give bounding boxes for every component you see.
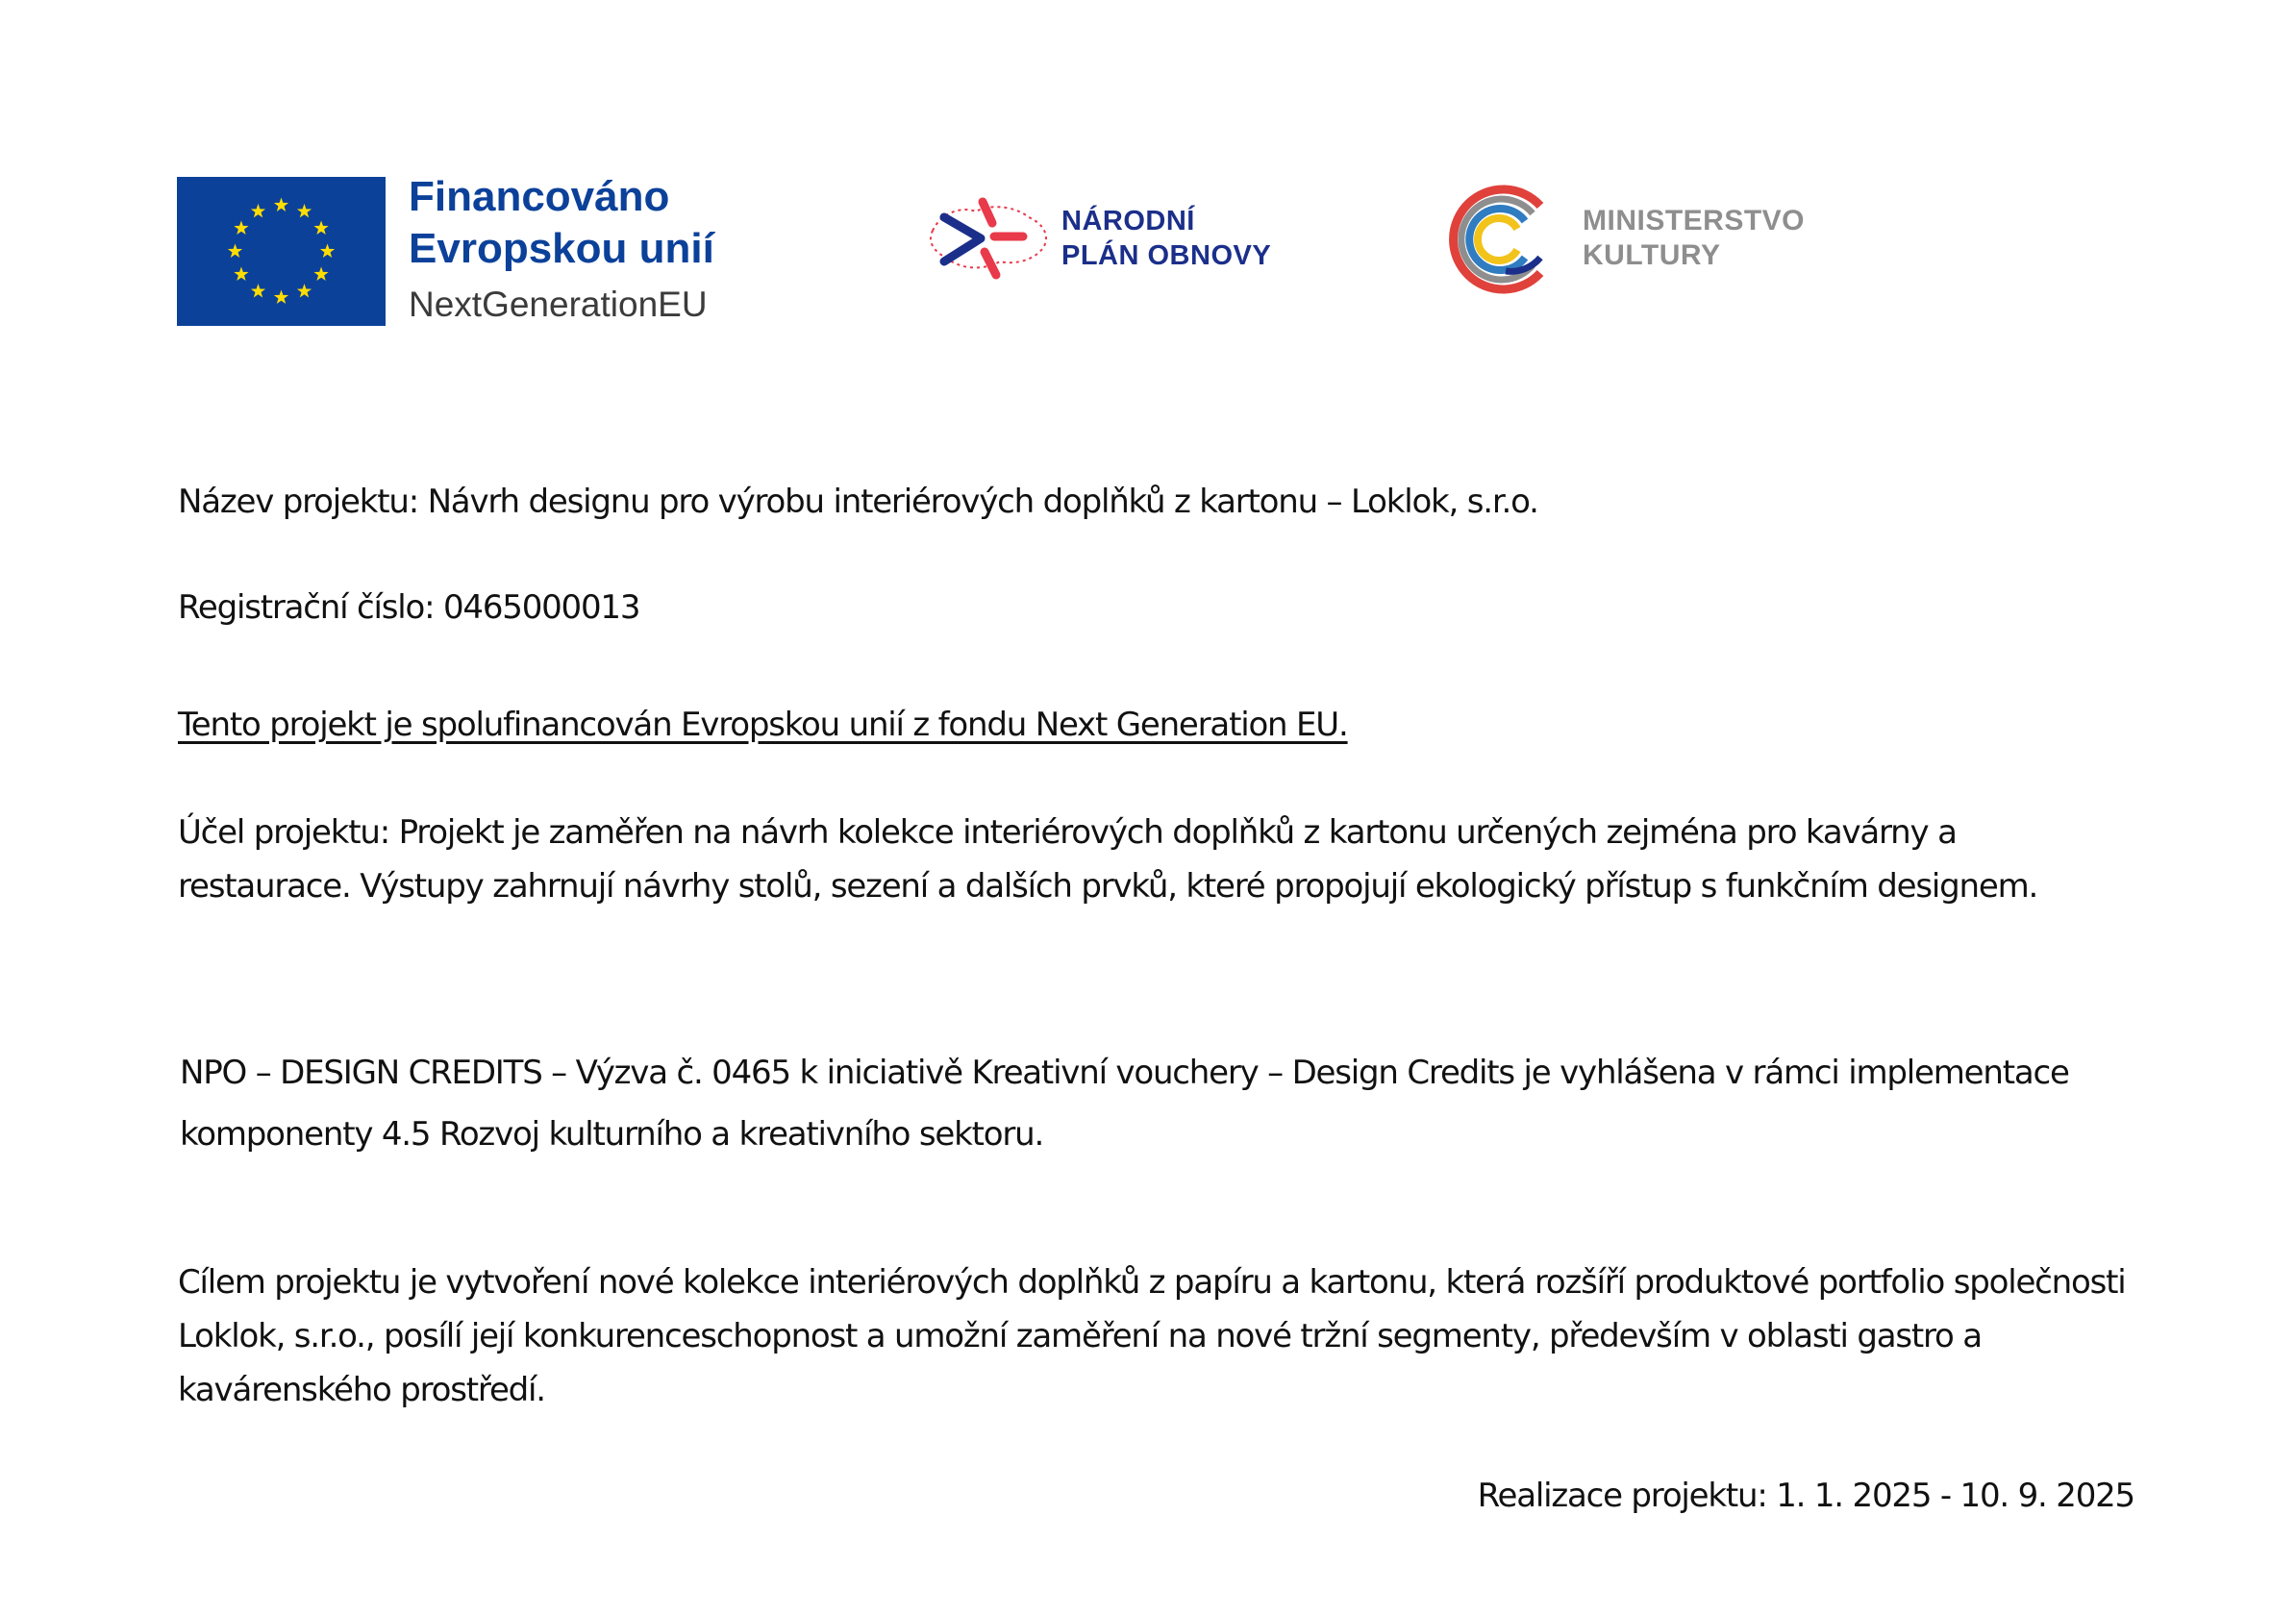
eu-stars-icon (177, 177, 386, 326)
eu-logo-line1: Financováno (409, 173, 670, 220)
eu-star-icon (228, 244, 242, 258)
ministry-logo-line1: MINISTERSTVO (1583, 205, 1806, 236)
eu-star-icon (234, 267, 248, 281)
ministry-logo-text (1583, 204, 1805, 273)
eu-star-icon (251, 204, 265, 217)
eu-star-icon (251, 284, 265, 297)
project-name: Název projektu: Návrh designu pro výrobu interiérových doplňků z kartonu – Loklok, s.r.o. (178, 483, 1538, 521)
eu-star-icon (274, 290, 288, 304)
npo-logo-line2: PLÁN OBNOVY (1061, 240, 1272, 271)
eu-star-icon (313, 221, 328, 235)
ministry-logo-line2: KULTURY (1583, 239, 1721, 271)
call-statement: NPO – DESIGN CREDITS – Výzva č. 0465 k iniciativě Kreativní vouchery – Design Credits je vyhlášena v rámci implementace komponenty 4.5 Rozvoj kulturního a kreativního sektoru. (180, 1054, 2069, 1154)
eu-flag-logo (177, 177, 386, 326)
eu-star-icon (297, 204, 312, 217)
npo-logo-icon (923, 185, 1053, 286)
eu-star-icon (320, 244, 335, 258)
project-purpose: Účel projektu: Projekt je zaměřen na návrh kolekce interiérových doplňků z kartonu určených zejména pro kavárny a restaurace. Výstupy zahrnují návrhy stolů, sezení a dalších prvků, které propojují ekologický přístup s funkčním designem. (178, 813, 2038, 906)
realization-dates: Realizace projektu: 1. 1. 2025 - 10. 9. 2025 (1477, 1477, 2134, 1515)
eu-logo-line3: NextGenerationEU (409, 285, 708, 324)
eu-star-icon (274, 198, 288, 211)
project-goal: Cílem projektu je vytvoření nové kolekce interiérových doplňků z papíru a kartonu, která rozšíří produktové portfolio společnosti Loklok, s.r.o., posílí její konkurenceschopnost a umožní zaměření na nové tržní segmenty, především v oblasti gastro a kavárenského prostředí. (178, 1263, 2126, 1409)
npo-logo-line1: NÁRODNÍ (1061, 206, 1195, 236)
eu-logo-line2: Evropskou unií (409, 225, 714, 272)
funding-statement: Tento projekt je spolufinancován Evropskou unií z fondu Next Generation EU. (178, 706, 1348, 744)
registration-number: Registrační číslo: 0465000013 (178, 588, 640, 627)
npo-logo-text (1061, 204, 1271, 273)
eu-star-icon (234, 221, 248, 235)
eu-star-icon (297, 284, 312, 297)
eu-logo-text (409, 171, 714, 329)
ministry-logo-icon (1448, 177, 1565, 302)
eu-star-icon (313, 267, 328, 281)
